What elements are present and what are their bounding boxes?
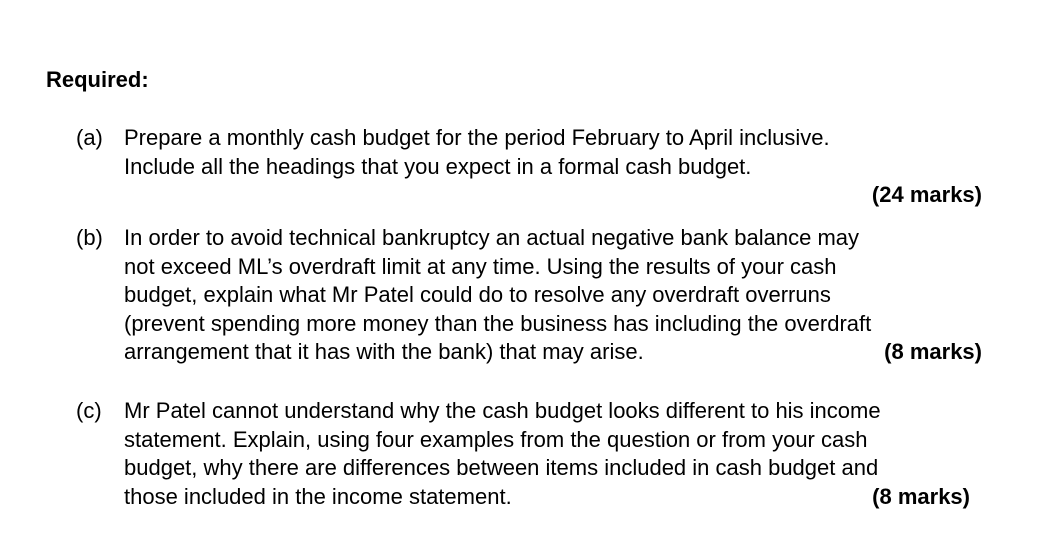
- question-text-line: statement. Explain, using four examples from the question or from your cash: [124, 426, 868, 452]
- question-text-line: Prepare a monthly cash budget for the period February to April inclusive.: [124, 125, 830, 150]
- marks-label: (8 marks): [884, 339, 982, 364]
- question-text-line: (prevent spending more money than the business has including the overdraft: [124, 310, 872, 336]
- question-label: (a): [76, 125, 103, 150]
- question-text-line: In order to avoid technical bankruptcy an actual negative bank balance may: [124, 225, 860, 250]
- question-text-line: Include all the headings that you expect in a formal cash budget.: [124, 153, 752, 179]
- question-text-line: those included in the income statement.: [124, 483, 512, 509]
- question-text-line: budget, explain what Mr Patel could do to resolve any overdraft overruns: [124, 282, 831, 307]
- question-text-line: arrangement that it has with the bank) that may arise.: [124, 339, 644, 364]
- required-heading: Required:: [46, 67, 149, 92]
- marks-label: (8 marks): [872, 483, 970, 509]
- question-b: [76, 224, 986, 367]
- question-a: [76, 124, 986, 207]
- question-c: [76, 397, 986, 511]
- question-label: (b): [76, 225, 103, 250]
- marks-label: (24 marks): [871, 182, 982, 207]
- question-text-line: Mr Patel cannot understand why the cash budget looks different to his income: [124, 398, 881, 423]
- question-label: (c): [76, 398, 102, 423]
- question-text-line: budget, why there are differences between items included in cash budget and: [124, 455, 879, 480]
- question-text-line: not exceed ML’s overdraft limit at any time. Using the results of your cash: [124, 253, 837, 279]
